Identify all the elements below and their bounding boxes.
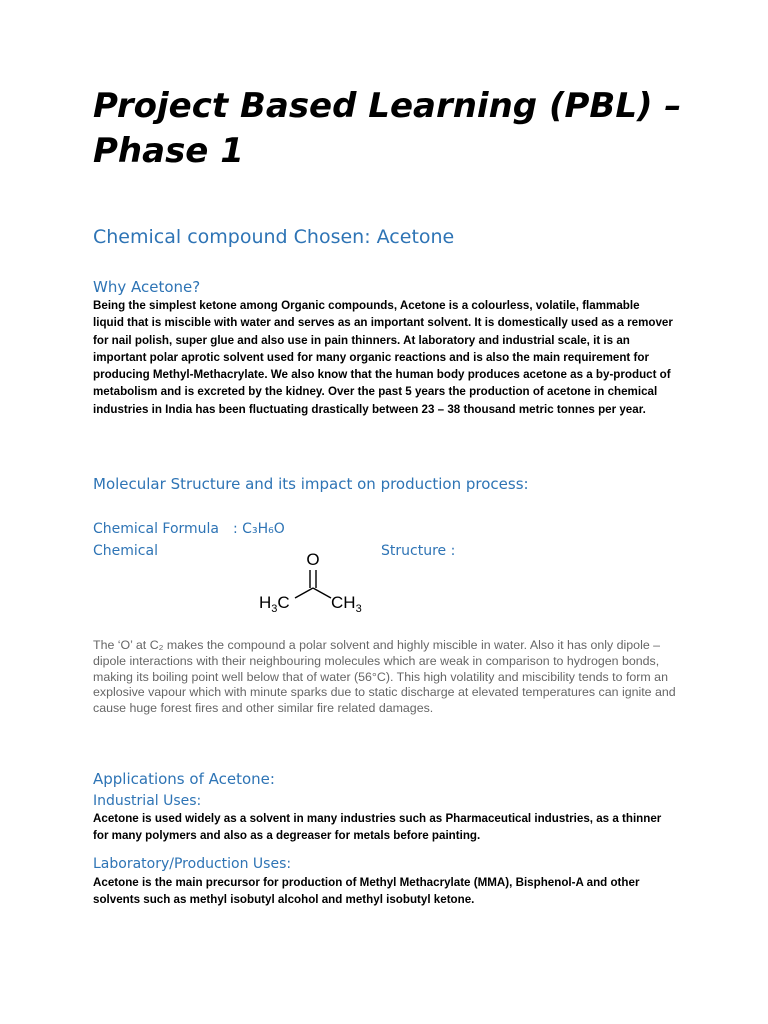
right-methyl-label: $CH_3$: [331, 593, 362, 614]
page-title: Project Based Learning (PBL) – Phase 1: [93, 86, 682, 171]
chemical-structure-label-left: Chemical: [93, 543, 158, 559]
chemical-structure-label-right: Structure :: [381, 543, 456, 559]
why-acetone-heading: Why Acetone?: [93, 278, 201, 296]
applications-heading: Applications of Acetone:: [93, 770, 275, 788]
chemical-formula-label: Chemical Formula: [93, 521, 220, 537]
chemical-formula-value: : C₃H₆O: [233, 521, 285, 537]
compound-heading: Chemical compound Chosen: Acetone: [93, 226, 455, 248]
right-methyl-bond: [313, 588, 331, 598]
why-acetone-paragraph: Being the simplest ketone among Organic compounds, Acetone is a colourless, volatile, flammable liquid that is miscible with water and serves as an important solvent. It is domestically used as a remover for nail polish, super glue and also use in pain thinners. At laboratory and industrial scale, it is an important polar aprotic solvent used for many organic reactions and is also the main requirement for producing Methyl-Methacrylate. We also know that the human body produces acetone as a by-product of metabolism and is excreted by the kidney. Over the past 5 years the production of acetone in chemical industries in India has been fluctuating drastically between 23 – 38 thousand metric tonnes per year.: [93, 299, 673, 416]
oxygen-atom-label: O: [306, 550, 320, 569]
industrial-uses-paragraph: Acetone is used widely as a solvent in many industries such as Pharmaceutical industries, as a thinner for many polymers and also as a degreaser for metals before painting.: [93, 812, 662, 843]
molecular-structure-heading: Molecular Structure and its impact on production process:: [93, 475, 529, 493]
chemical-formula-row: [93, 520, 285, 538]
polarity-paragraph: The ‘O’ at C₂ makes the compound a polar solvent and highly miscible in water. Also it has only dipole – dipole interactions with their neighbouring molecules which are weak in comparison to hydrogen bonds, making its boiling point well below that of water (56°C). This high volatility and miscibility tends to form an explosive vapour which with minute sparks due to static discharge at elevated temperatures can ignite and cause huge forest fires and other similar fire related damages.: [93, 638, 676, 716]
laboratory-uses-paragraph: Acetone is the main precursor for production of Methyl Methacrylate (MMA), Bisphenol-A and other solvents such as methyl isobutyl alcohol and methyl isobutyl ketone.: [93, 876, 640, 907]
left-methyl-label: $H_3C$: [259, 593, 290, 614]
industrial-uses-heading: Industrial Uses:: [93, 793, 202, 809]
laboratory-uses-heading: Laboratory/Production Uses:: [93, 856, 292, 872]
left-methyl-bond: [295, 588, 313, 598]
acetone-structure-diagram: [255, 548, 375, 614]
